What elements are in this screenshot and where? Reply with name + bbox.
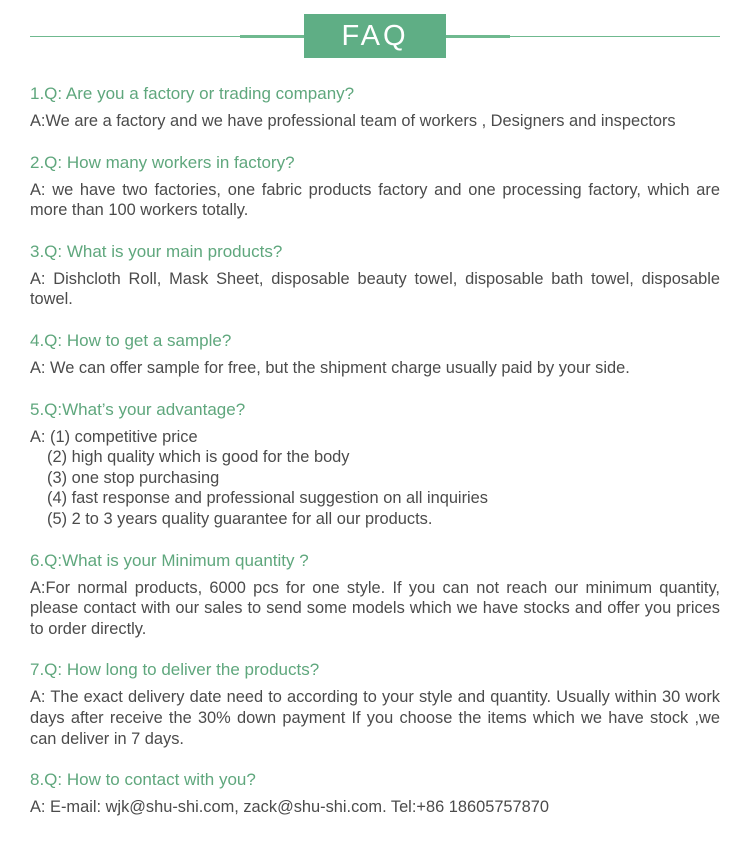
faq-item-4 <box>30 329 720 379</box>
faq-item-3 <box>30 240 720 310</box>
faq-answer: A: we have two factories, one fabric products factory and one processing factory, which are more than 100 workers totally. <box>30 180 720 220</box>
header-accent-right <box>446 35 510 38</box>
faq-answer: A: Dishcloth Roll, Mask Sheet, disposable beauty towel, disposable bath towel, disposable towel. <box>30 269 720 309</box>
faq-item-1 <box>30 82 720 132</box>
faq-title: FAQ <box>341 19 409 52</box>
faq-question: 5.Q:What’s your advantage? <box>30 399 246 419</box>
faq-question: 3.Q: What is your main products? <box>30 241 283 261</box>
faq-question: 7.Q: How long to deliver the products? <box>30 660 320 680</box>
faq-item-7 <box>30 658 720 749</box>
faq-item-8 <box>30 768 720 818</box>
faq-item-2 <box>30 151 720 221</box>
faq-answer-line: (4) fast response and professional suggestion on all inquiries <box>47 489 488 508</box>
faq-answer-line: A: (1) competitive price <box>30 427 198 446</box>
faq-answer-line: (3) one stop purchasing <box>47 468 220 487</box>
faq-answer: A:For normal products, 6000 pcs for one style. If you can not reach our minimum quantity, please contact with our sales to send some models which we have stocks and offer you prices to order directly. <box>30 578 720 638</box>
faq-answer: A: We can offer sample for free, but the shipment charge usually paid by your side. <box>30 358 630 377</box>
faq-answer-line: (2) high quality which is good for the body <box>47 448 350 467</box>
faq-answer: A:We are a factory and we have professional team of workers , Designers and inspectors <box>30 112 676 130</box>
faq-answer-line: (5) 2 to 3 years quality guarantee for all our products. <box>47 509 433 528</box>
faq-question: 2.Q: How many workers in factory? <box>30 152 295 172</box>
header-accent-left <box>240 35 304 38</box>
faq-list <box>30 82 720 837</box>
faq-answer: A: E-mail: wjk@shu-shi.com, zack@shu-shi.com. Tel:+86 18605757870 <box>30 798 550 817</box>
faq-answer: A: The exact delivery date need to according to your style and quantity. Usually within 30 work days after receive the 30% down payment If you choose the items which we have stock ,we can deliver in 7 days. <box>30 688 720 748</box>
faq-item-5 <box>30 398 720 530</box>
faq-question: 6.Q:What is your Minimum quantity ? <box>30 550 309 570</box>
faq-question: 4.Q: How to get a sample? <box>30 330 232 350</box>
faq-header <box>0 0 750 70</box>
faq-question: 1.Q: Are you a factory or trading company? <box>30 84 355 103</box>
faq-question: 8.Q: How to contact with you? <box>30 770 256 790</box>
faq-title-badge <box>304 14 446 58</box>
faq-item-6 <box>30 549 720 640</box>
